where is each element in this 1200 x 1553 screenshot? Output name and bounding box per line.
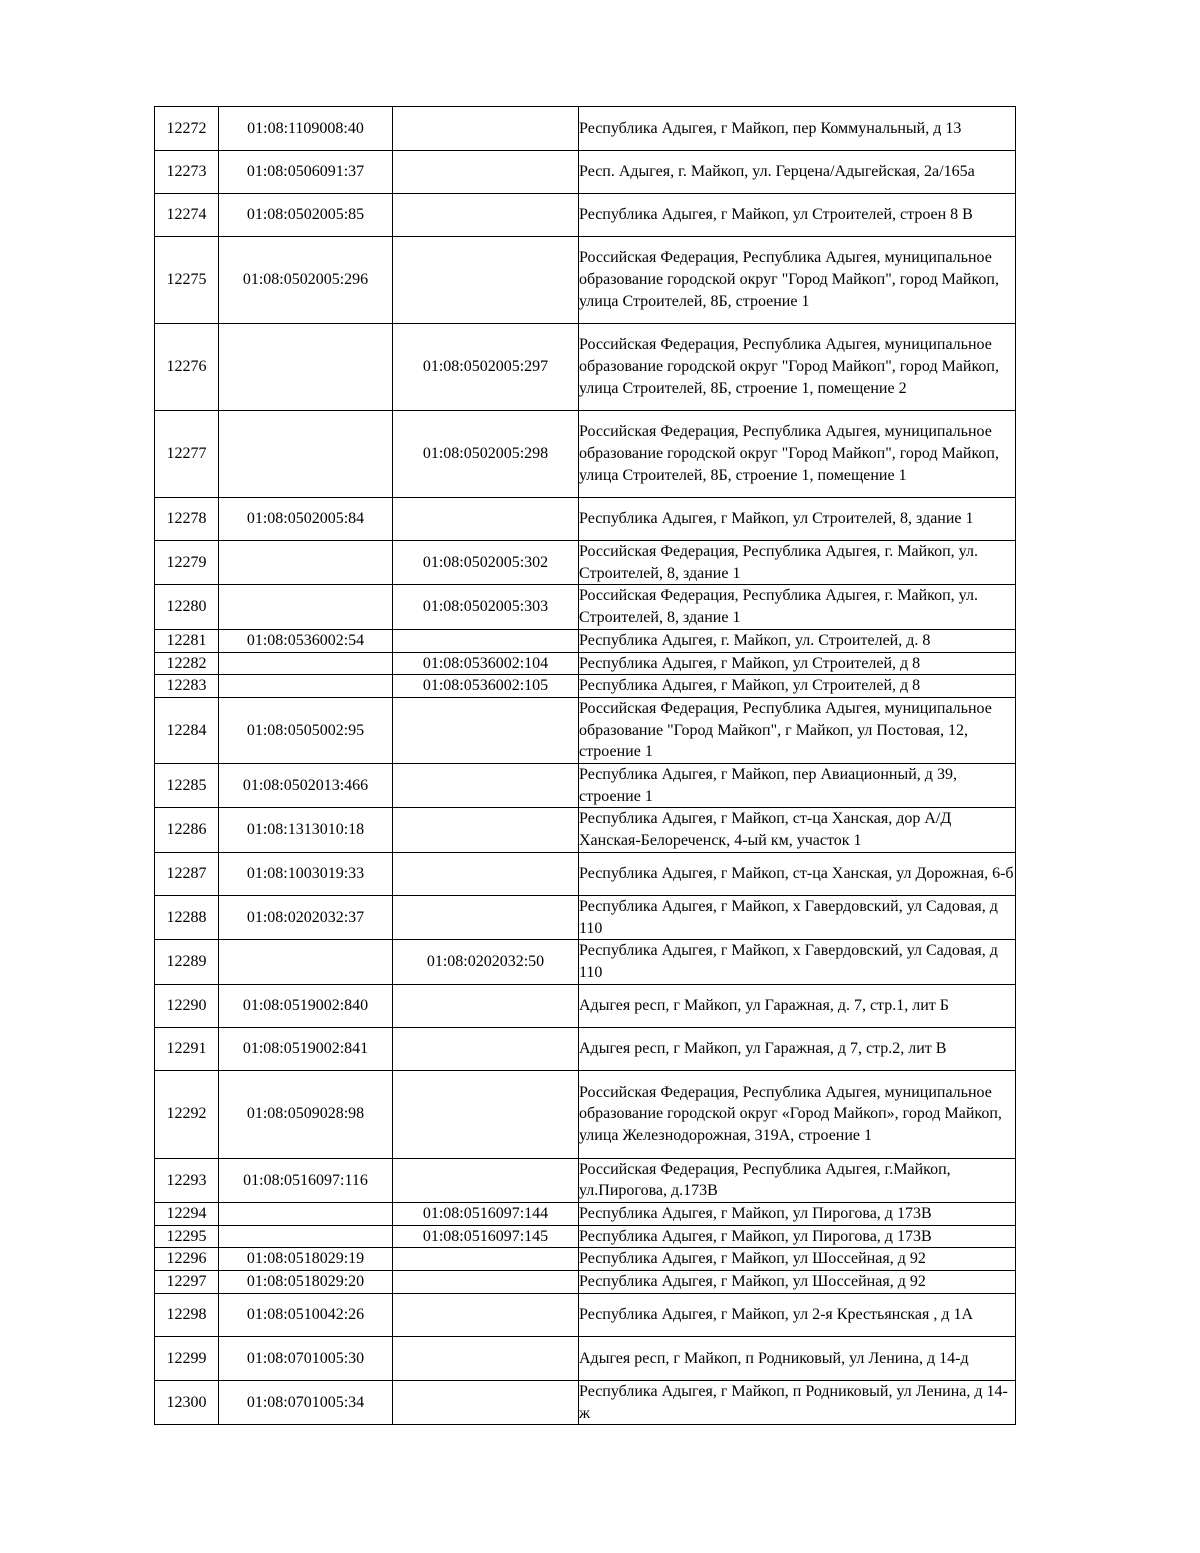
row-number: 12300 bbox=[155, 1380, 219, 1424]
land-cadastral-number: 01:08:0701005:30 bbox=[219, 1336, 393, 1380]
table-row bbox=[155, 1380, 1016, 1424]
table-row bbox=[155, 808, 1016, 852]
land-cadastral-number: 01:08:0518029:19 bbox=[219, 1248, 393, 1271]
land-cadastral-number: 01:08:0519002:840 bbox=[219, 984, 393, 1027]
row-number: 12299 bbox=[155, 1336, 219, 1380]
table-row bbox=[155, 764, 1016, 808]
row-number: 12283 bbox=[155, 675, 219, 698]
row-number: 12278 bbox=[155, 498, 219, 541]
land-cadastral-number bbox=[219, 652, 393, 675]
address-cell: Республика Адыгея, г Майкоп, ул Шоссейная, д 92 bbox=[579, 1248, 1016, 1271]
row-number: 12297 bbox=[155, 1271, 219, 1294]
land-cadastral-number: 01:08:0509028:98 bbox=[219, 1070, 393, 1158]
address-cell: Респ. Адыгея, г. Майкоп, ул. Герцена/Адыгейская, 2а/165а bbox=[579, 151, 1016, 194]
land-cadastral-number bbox=[219, 1203, 393, 1226]
address-cell: Российская Федерация, Республика Адыгея, муниципальное образование городской округ «Город Майкоп», город Майкоп, улица Железнодорожная, 319А, строение 1 bbox=[579, 1070, 1016, 1158]
table-row bbox=[155, 194, 1016, 237]
table-row bbox=[155, 324, 1016, 411]
row-number: 12294 bbox=[155, 1203, 219, 1226]
row-number: 12275 bbox=[155, 237, 219, 324]
address-cell: Республика Адыгея, г Майкоп, п Родниковый, ул Ленина, д 14-ж bbox=[579, 1380, 1016, 1424]
address-cell: Адыгея респ, г Майкоп, ул Гаражная, д. 7, стр.1, лит Б bbox=[579, 984, 1016, 1027]
address-cell: Российская Федерация, Республика Адыгея, г. Майкоп, ул. Строителей, 8, здание 1 bbox=[579, 585, 1016, 629]
land-cadastral-number: 01:08:0506091:37 bbox=[219, 151, 393, 194]
registry-table bbox=[154, 106, 1016, 1425]
object-cadastral-number bbox=[393, 237, 579, 324]
object-cadastral-number: 01:08:0502005:303 bbox=[393, 585, 579, 629]
table-row bbox=[155, 1203, 1016, 1226]
table-row bbox=[155, 940, 1016, 984]
row-number: 12292 bbox=[155, 1070, 219, 1158]
object-cadastral-number: 01:08:0202032:50 bbox=[393, 940, 579, 984]
table-row bbox=[155, 1225, 1016, 1248]
object-cadastral-number bbox=[393, 1336, 579, 1380]
object-cadastral-number bbox=[393, 697, 579, 763]
land-cadastral-number bbox=[219, 675, 393, 698]
address-cell: Адыгея респ, г Майкоп, ул Гаражная, д 7, стр.2, лит В bbox=[579, 1027, 1016, 1070]
object-cadastral-number bbox=[393, 151, 579, 194]
land-cadastral-number: 01:08:0502005:296 bbox=[219, 237, 393, 324]
table-row bbox=[155, 1271, 1016, 1294]
row-number: 12274 bbox=[155, 194, 219, 237]
address-cell: Республика Адыгея, г Майкоп, пер Коммунальный, д 13 bbox=[579, 107, 1016, 151]
land-cadastral-number: 01:08:0536002:54 bbox=[219, 629, 393, 652]
land-cadastral-number: 01:08:0518029:20 bbox=[219, 1271, 393, 1294]
object-cadastral-number: 01:08:0516097:144 bbox=[393, 1203, 579, 1226]
table-row bbox=[155, 1070, 1016, 1158]
address-cell: Республика Адыгея, г Майкоп, ул Строителей, д 8 bbox=[579, 675, 1016, 698]
table-row bbox=[155, 1248, 1016, 1271]
land-cadastral-number: 01:08:0502005:85 bbox=[219, 194, 393, 237]
address-cell: Республика Адыгея, г Майкоп, ул 2-я Крестьянская , д 1А bbox=[579, 1293, 1016, 1336]
address-cell: Республика Адыгея, г Майкоп, ул Строителей, д 8 bbox=[579, 652, 1016, 675]
address-cell: Российская Федерация, Республика Адыгея, муниципальное образование городской округ "Город Майкоп", город Майкоп, улица Строителей, 8Б, строение 1 bbox=[579, 237, 1016, 324]
row-number: 12298 bbox=[155, 1293, 219, 1336]
object-cadastral-number bbox=[393, 629, 579, 652]
address-cell: Адыгея респ, г Майкоп, п Родниковый, ул Ленина, д 14-д bbox=[579, 1336, 1016, 1380]
row-number: 12277 bbox=[155, 411, 219, 498]
row-number: 12289 bbox=[155, 940, 219, 984]
object-cadastral-number: 01:08:0502005:302 bbox=[393, 541, 579, 585]
object-cadastral-number bbox=[393, 1027, 579, 1070]
row-number: 12291 bbox=[155, 1027, 219, 1070]
land-cadastral-number: 01:08:1313010:18 bbox=[219, 808, 393, 852]
table-row bbox=[155, 652, 1016, 675]
address-cell: Республика Адыгея, г Майкоп, ул Пирогова, д 173В bbox=[579, 1203, 1016, 1226]
object-cadastral-number bbox=[393, 984, 579, 1027]
table-row bbox=[155, 541, 1016, 585]
address-cell: Республика Адыгея, г Майкоп, ул Шоссейная, д 92 bbox=[579, 1271, 1016, 1294]
table-row bbox=[155, 237, 1016, 324]
land-cadastral-number bbox=[219, 411, 393, 498]
land-cadastral-number: 01:08:0519002:841 bbox=[219, 1027, 393, 1070]
row-number: 12288 bbox=[155, 895, 219, 939]
address-cell: Российская Федерация, Республика Адыгея, г. Майкоп, ул. Строителей, 8, здание 1 bbox=[579, 541, 1016, 585]
land-cadastral-number: 01:08:0202032:37 bbox=[219, 895, 393, 939]
object-cadastral-number bbox=[393, 764, 579, 808]
table-row bbox=[155, 984, 1016, 1027]
object-cadastral-number bbox=[393, 107, 579, 151]
object-cadastral-number bbox=[393, 1158, 579, 1202]
table-row bbox=[155, 1336, 1016, 1380]
row-number: 12293 bbox=[155, 1158, 219, 1202]
address-cell: Республика Адыгея, г Майкоп, ул Пирогова, д 173В bbox=[579, 1225, 1016, 1248]
table-row bbox=[155, 697, 1016, 763]
address-cell: Республика Адыгея, г Майкоп, ул Строителей, строен 8 В bbox=[579, 194, 1016, 237]
land-cadastral-number bbox=[219, 585, 393, 629]
address-cell: Республика Адыгея, г Майкоп, ул Строителей, 8, здание 1 bbox=[579, 498, 1016, 541]
address-cell: Республика Адыгея, г Майкоп, х Гавердовский, ул Садовая, д 110 bbox=[579, 895, 1016, 939]
address-cell: Российская Федерация, Республика Адыгея, муниципальное образование "Город Майкоп", г Майкоп, ул Постовая, 12, строение 1 bbox=[579, 697, 1016, 763]
table-row bbox=[155, 1027, 1016, 1070]
table-row bbox=[155, 498, 1016, 541]
object-cadastral-number: 01:08:0502005:298 bbox=[393, 411, 579, 498]
object-cadastral-number bbox=[393, 1293, 579, 1336]
table-row bbox=[155, 629, 1016, 652]
object-cadastral-number bbox=[393, 1070, 579, 1158]
land-cadastral-number bbox=[219, 324, 393, 411]
table-row bbox=[155, 411, 1016, 498]
table-row bbox=[155, 1158, 1016, 1202]
address-cell: Российская Федерация, Республика Адыгея, муниципальное образование городской округ "Город Майкоп", город Майкоп, улица Строителей, 8Б, строение 1, помещение 1 bbox=[579, 411, 1016, 498]
object-cadastral-number bbox=[393, 194, 579, 237]
row-number: 12290 bbox=[155, 984, 219, 1027]
land-cadastral-number: 01:08:0502013:466 bbox=[219, 764, 393, 808]
land-cadastral-number bbox=[219, 541, 393, 585]
table-row bbox=[155, 151, 1016, 194]
table-row bbox=[155, 1293, 1016, 1336]
row-number: 12285 bbox=[155, 764, 219, 808]
object-cadastral-number bbox=[393, 808, 579, 852]
row-number: 12279 bbox=[155, 541, 219, 585]
row-number: 12272 bbox=[155, 107, 219, 151]
object-cadastral-number: 01:08:0536002:105 bbox=[393, 675, 579, 698]
land-cadastral-number: 01:08:0502005:84 bbox=[219, 498, 393, 541]
row-number: 12286 bbox=[155, 808, 219, 852]
table-row bbox=[155, 675, 1016, 698]
land-cadastral-number: 01:08:0510042:26 bbox=[219, 1293, 393, 1336]
land-cadastral-number: 01:08:1003019:33 bbox=[219, 852, 393, 895]
row-number: 12281 bbox=[155, 629, 219, 652]
object-cadastral-number bbox=[393, 895, 579, 939]
row-number: 12276 bbox=[155, 324, 219, 411]
row-number: 12287 bbox=[155, 852, 219, 895]
table-row bbox=[155, 852, 1016, 895]
object-cadastral-number bbox=[393, 852, 579, 895]
object-cadastral-number: 01:08:0502005:297 bbox=[393, 324, 579, 411]
row-number: 12296 bbox=[155, 1248, 219, 1271]
land-cadastral-number: 01:08:1109008:40 bbox=[219, 107, 393, 151]
address-cell: Российская Федерация, Республика Адыгея, муниципальное образование городской округ "Город Майкоп", город Майкоп, улица Строителей, 8Б, строение 1, помещение 2 bbox=[579, 324, 1016, 411]
table-row bbox=[155, 895, 1016, 939]
object-cadastral-number: 01:08:0516097:145 bbox=[393, 1225, 579, 1248]
land-cadastral-number: 01:08:0516097:116 bbox=[219, 1158, 393, 1202]
address-cell: Республика Адыгея, г Майкоп, х Гавердовский, ул Садовая, д 110 bbox=[579, 940, 1016, 984]
address-cell: Республика Адыгея, г Майкоп, ст-ца Ханская, дор А/Д Ханская-Белореченск, 4-ый км, участок 1 bbox=[579, 808, 1016, 852]
row-number: 12280 bbox=[155, 585, 219, 629]
row-number: 12295 bbox=[155, 1225, 219, 1248]
object-cadastral-number bbox=[393, 498, 579, 541]
land-cadastral-number: 01:08:0701005:34 bbox=[219, 1380, 393, 1424]
object-cadastral-number bbox=[393, 1380, 579, 1424]
land-cadastral-number: 01:08:0505002:95 bbox=[219, 697, 393, 763]
table-row bbox=[155, 107, 1016, 151]
table-row bbox=[155, 585, 1016, 629]
row-number: 12273 bbox=[155, 151, 219, 194]
land-cadastral-number bbox=[219, 940, 393, 984]
land-cadastral-number bbox=[219, 1225, 393, 1248]
address-cell: Республика Адыгея, г Майкоп, ст-ца Ханская, ул Дорожная, 6-б bbox=[579, 852, 1016, 895]
object-cadastral-number: 01:08:0536002:104 bbox=[393, 652, 579, 675]
address-cell: Республика Адыгея, г. Майкоп, ул. Строителей, д. 8 bbox=[579, 629, 1016, 652]
address-cell: Республика Адыгея, г Майкоп, пер Авиационный, д 39, строение 1 bbox=[579, 764, 1016, 808]
row-number: 12282 bbox=[155, 652, 219, 675]
row-number: 12284 bbox=[155, 697, 219, 763]
address-cell: Российская Федерация, Республика Адыгея, г.Майкоп, ул.Пирогова, д.173В bbox=[579, 1158, 1016, 1202]
object-cadastral-number bbox=[393, 1271, 579, 1294]
object-cadastral-number bbox=[393, 1248, 579, 1271]
